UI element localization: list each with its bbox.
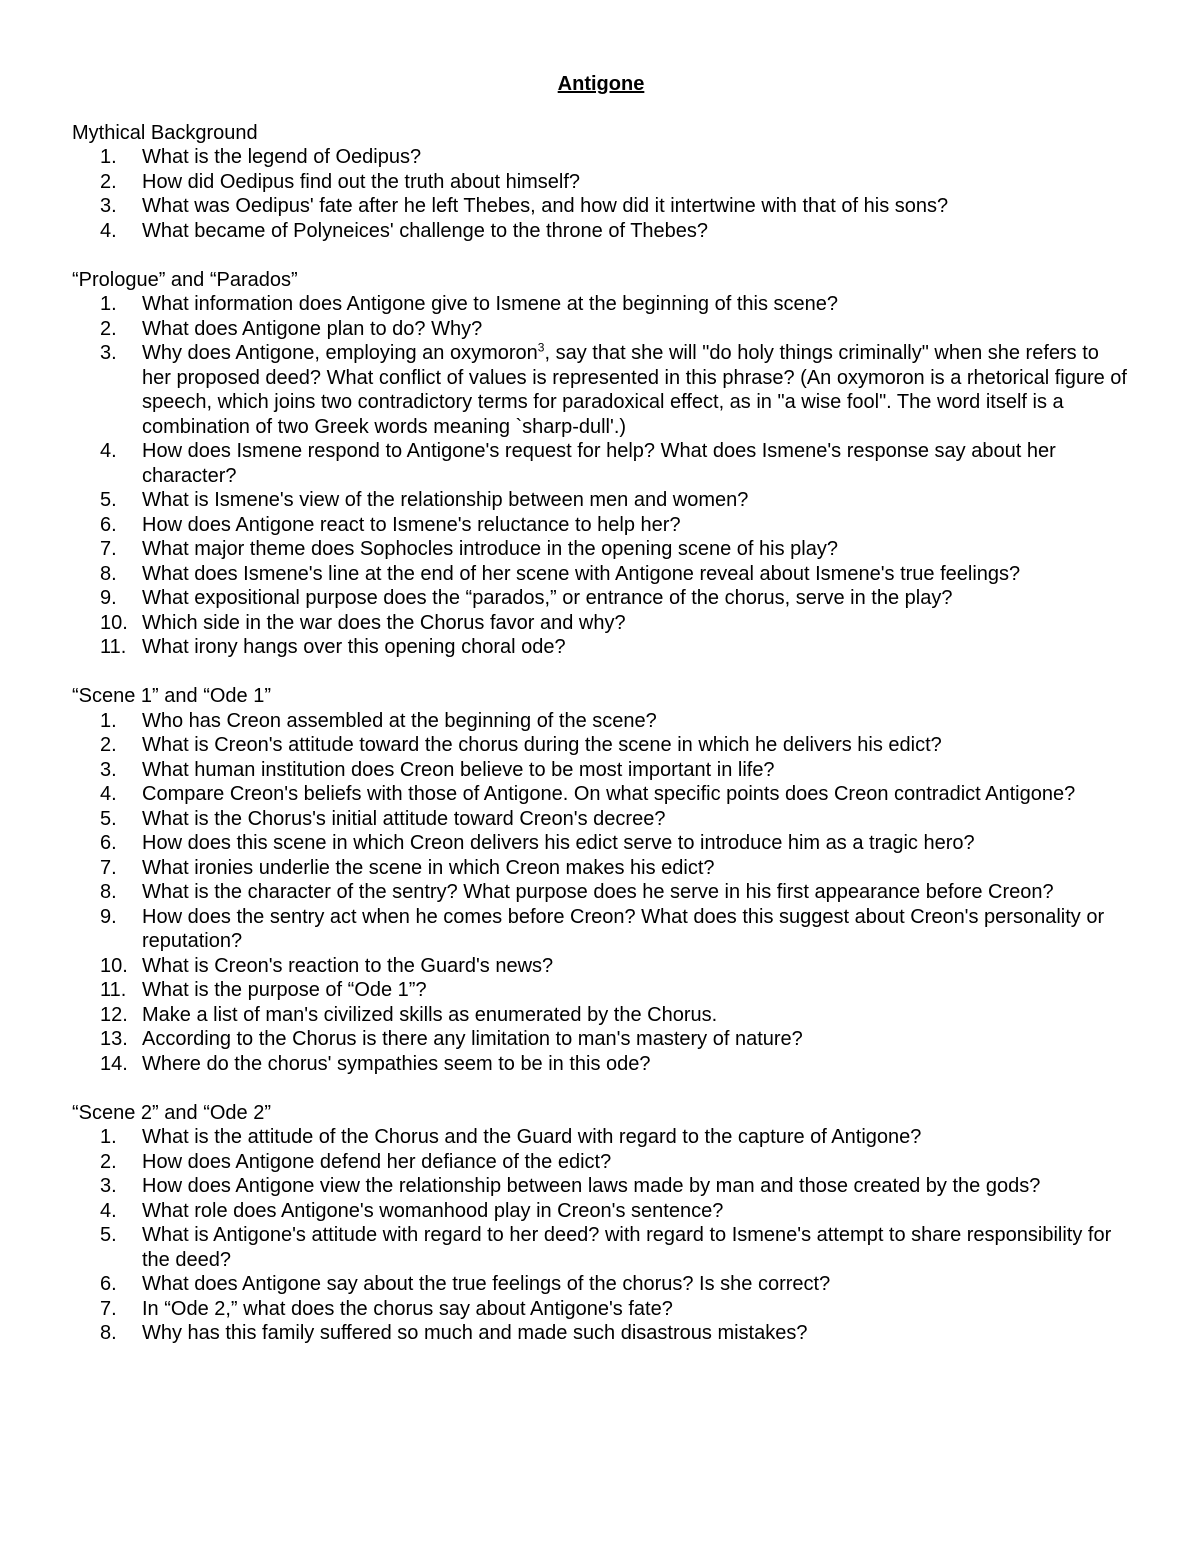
question-item: [72, 513, 1130, 538]
question-text: What is the purpose of “Ode 1”?: [142, 979, 427, 1001]
question-item: [72, 758, 1130, 783]
question-number: 4.: [100, 440, 117, 462]
question-item: [72, 1150, 1130, 1175]
question-item: [72, 1174, 1130, 1199]
question-number: 8.: [100, 881, 117, 903]
question-text: What irony hangs over this opening choral ode?: [142, 636, 566, 658]
question-text: Why has this family suffered so much and made such disastrous mistakes?: [142, 1322, 808, 1344]
question-number: 3.: [100, 1175, 117, 1197]
question-item: [72, 856, 1130, 881]
question-number: 3.: [100, 195, 117, 217]
question-item: [72, 1297, 1130, 1322]
question-item: [72, 1272, 1130, 1297]
question-number: 12.: [100, 1003, 128, 1026]
question-item: [72, 194, 1130, 219]
footnote-marker: 3: [537, 340, 545, 355]
question-text: What expositional purpose does the “parados,” or entrance of the chorus, serve in the play?: [142, 587, 953, 609]
question-number: 6.: [100, 1273, 117, 1295]
question-number: 3.: [100, 758, 117, 781]
question-text: What was Oedipus' fate after he left Thebes, and how did it intertwine with that of his sons?: [142, 195, 949, 217]
question-number: 1.: [100, 293, 117, 315]
question-text: What is the attitude of the Chorus and the Guard with regard to the capture of Antigone?: [142, 1126, 922, 1148]
question-number: 3.: [100, 342, 117, 364]
question-number: 1.: [100, 709, 117, 732]
question-text: Where do the chorus' sympathies seem to be in this ode?: [142, 1052, 651, 1075]
section-heading: “Scene 1” and “Ode 1”: [72, 685, 271, 707]
question-text: Which side in the war does the Chorus favor and why?: [142, 611, 626, 634]
question-item: [72, 709, 1130, 734]
question-number: 11.: [100, 636, 127, 658]
question-number: 13.: [100, 1028, 128, 1050]
question-number: 6.: [100, 513, 117, 536]
question-text: What does Antigone say about the true feelings of the chorus? Is she correct?: [142, 1273, 831, 1295]
question-text: What is Ismene's view of the relationship between men and women?: [142, 489, 749, 511]
question-number: 2.: [100, 317, 117, 340]
question-number: 10.: [100, 611, 128, 634]
question-number: 1.: [100, 146, 117, 168]
question-item: [72, 219, 1130, 244]
question-number: 11.: [100, 979, 127, 1001]
question-text: How does Ismene respond to Antigone's request for help? What does Ismene's response say about her character?: [142, 440, 1056, 487]
question-item: [72, 1223, 1130, 1272]
question-item: [72, 807, 1130, 832]
question-item: [72, 562, 1130, 587]
question-text: What is the character of the sentry? What purpose does he serve in his first appearance before Creon?: [142, 881, 1054, 903]
question-number: 7.: [100, 1297, 117, 1320]
question-text: What is the Chorus's initial attitude toward Creon's decree?: [142, 807, 666, 830]
question-text: How does Antigone defend her defiance of the edict?: [142, 1150, 612, 1173]
question-item: [72, 978, 1130, 1003]
question-text: How did Oedipus find out the truth about himself?: [142, 170, 581, 193]
section-heading: “Prologue” and “Parados”: [72, 268, 298, 291]
question-list: [72, 1125, 1130, 1346]
question-item: [72, 317, 1130, 342]
question-item: [72, 170, 1130, 195]
question-item: [72, 439, 1130, 488]
question-text: What information does Antigone give to Ismene at the beginning of this scene?: [142, 293, 838, 315]
question-number: 1.: [100, 1126, 117, 1148]
question-text: How does Antigone view the relationship between laws made by man and those created by the gods?: [142, 1175, 1041, 1197]
question-text: According to the Chorus is there any limitation to man's mastery of nature?: [142, 1028, 803, 1050]
question-text: What is the legend of Oedipus?: [142, 146, 422, 168]
question-item: [72, 586, 1130, 611]
question-text: How does the sentry act when he comes before Creon? What does this suggest about Creon's personality or reputation?: [142, 905, 1105, 952]
question-item: [72, 1125, 1130, 1150]
question-item: [72, 488, 1130, 513]
question-number: 7.: [100, 538, 117, 560]
section-heading: Mythical Background: [72, 121, 258, 144]
question-list: [72, 145, 1130, 243]
question-text: What became of Polyneices' challenge to the throne of Thebes?: [142, 219, 709, 242]
question-number: 9.: [100, 905, 117, 928]
question-text: [142, 341, 1130, 439]
question-text: What human institution does Creon believe to be most important in life?: [142, 758, 775, 781]
question-item: [72, 733, 1130, 758]
question-text: How does this scene in which Creon delivers his edict serve to introduce him as a tragic hero?: [142, 832, 975, 854]
question-text: In “Ode 2,” what does the chorus say about Antigone's fate?: [142, 1297, 673, 1320]
question-text: Who has Creon assembled at the beginning of the scene?: [142, 709, 657, 732]
question-item: [72, 145, 1130, 170]
question-text: How does Antigone react to Ismene's reluctance to help her?: [142, 513, 681, 536]
question-item: [72, 292, 1130, 317]
question-text: What is Creon's reaction to the Guard's news?: [142, 954, 554, 977]
question-number: 14.: [100, 1052, 128, 1075]
question-number: 4.: [100, 1199, 117, 1222]
question-number: 8.: [100, 1322, 117, 1344]
question-item: [72, 831, 1130, 856]
section-mythical-background: [72, 121, 1130, 244]
question-item: [72, 1003, 1130, 1028]
question-item: [72, 537, 1130, 562]
question-number: 5.: [100, 807, 117, 830]
question-number: 8.: [100, 562, 117, 585]
question-number: 9.: [100, 587, 117, 609]
question-number: 7.: [100, 856, 117, 879]
question-text: What does Ismene's line at the end of her scene with Antigone reveal about Ismene's true feelings?: [142, 562, 1021, 585]
question-item: [72, 905, 1130, 954]
question-text: What does Antigone plan to do? Why?: [142, 317, 483, 340]
question-item: [72, 954, 1130, 979]
question-text: What ironies underlie the scene in which Creon makes his edict?: [142, 856, 715, 879]
question-list: [72, 709, 1130, 1077]
question-number: 4.: [100, 219, 117, 242]
section-scene2-ode2: [72, 1101, 1130, 1346]
question-number: 10.: [100, 954, 128, 977]
question-list: [72, 292, 1130, 660]
question-number: 2.: [100, 170, 117, 193]
question-text-part: , say that she will "do holy things criminally" when she refers to her proposed deed? What conflict of values is represented in this phrase? (An oxymoron is a rhetorical figure of speech, which joins two contradictory terms for paradoxical effect, as in "a wise fool". The word itself is a combination of two Greek words meaning `sharp-dull'.): [142, 342, 1127, 438]
section-heading: “Scene 2” and “Ode 2”: [72, 1101, 271, 1124]
question-number: 5.: [100, 489, 117, 511]
question-item: [72, 1027, 1130, 1052]
question-text-part: Why does Antigone, employing an oxymoron: [142, 342, 538, 364]
question-item: [72, 782, 1130, 807]
question-text: What role does Antigone's womanhood play in Creon's sentence?: [142, 1199, 724, 1222]
question-item: [72, 611, 1130, 636]
question-item: [72, 880, 1130, 905]
question-item: [72, 635, 1130, 660]
question-item: [72, 1321, 1130, 1346]
section-scene1-ode1: [72, 684, 1130, 1076]
question-item: [72, 1199, 1130, 1224]
question-number: 5.: [100, 1224, 117, 1246]
page-title: Antigone: [557, 73, 645, 95]
question-text: Compare Creon's beliefs with those of Antigone. On what specific points does Creon contradict Antigone?: [142, 783, 1076, 805]
question-number: 4.: [100, 783, 117, 805]
question-number: 6.: [100, 832, 117, 854]
question-text: What is Antigone's attitude with regard to her deed? with regard to Ismene's attempt to share responsibility for the deed?: [142, 1224, 1112, 1271]
question-item: [72, 341, 1130, 439]
question-text: What is Creon's attitude toward the chorus during the scene in which he delivers his edict?: [142, 734, 942, 756]
question-item: [72, 1052, 1130, 1077]
section-prologue-parados: [72, 268, 1130, 660]
question-number: 2.: [100, 734, 117, 756]
question-number: 2.: [100, 1150, 117, 1173]
question-text: What major theme does Sophocles introduce in the opening scene of his play?: [142, 538, 838, 560]
question-text: Make a list of man's civilized skills as enumerated by the Chorus.: [142, 1003, 718, 1026]
